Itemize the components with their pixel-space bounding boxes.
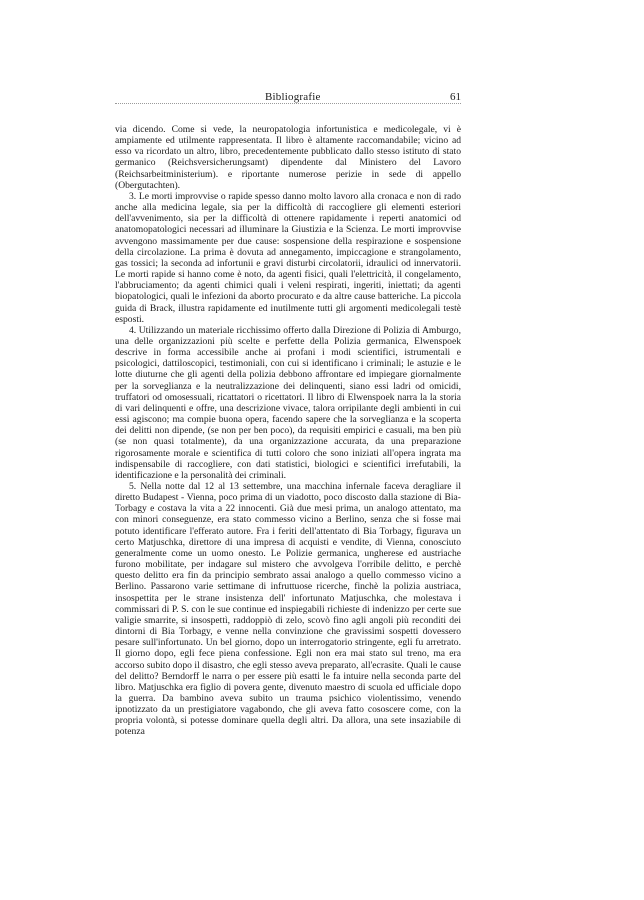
running-title: Bibliografie [265,91,321,103]
body-text [115,124,461,738]
paragraph-continuation: via dicendo. Come si vede, la neuropatologia infortunistica e medicolegale, vi è ampiamente ed utilmente rappresentata. Il libro è altamente raccomandabile; vicino ad esso va ricordato un altro, libro, precedentemente pubblicato dallo stesso istituto di stato germanico (Reichsversicherungsamt) dipendente dal Ministero del Lavoro (Reichsarbeitministerium). e riportante numerose perizie in sede di appello (Obergutachten). [115,124,461,191]
paragraph-3: 3. Le morti improvvise o rapide spesso danno molto lavoro alla cronaca e non di rado anche alla medicina legale, sia per la difficoltà di raccogliere gli elementi esteriori dell'avvenimento, sia per la difficoltà di ottenere rapidamente i reperti anatomici od anatomopatologici necessari ad illuminare la Giustizia e la Scienza. Le morti improvvise avvengono massimamente per due cause: sospensione della respirazione e sospensione della circolazione. La prima è dovuta ad annegamento, impiccagione e strangolamento, gas tossici; la seconda ad infortunii e gravi disturbi circolatorii, idraulici od innervatorii. Le morti rapide si hanno come è noto, da agenti fisici, quali l'elettricità, il congelamento, l'abbruciamento; da agenti chimici quali i veleni respirati, ingeriti, iniettati; da agenti biopatologici, quali le infezioni da aborto procurato e da altre cause batteriche. La piccola guida di Brack, illustra rapidamente ed inutilmente tutti gli argomenti medicolegali testè esposti. [115,190,461,325]
page-number: 61 [450,91,461,103]
page-header [115,91,461,109]
paragraph-4: 4. Utilizzando un materiale ricchissimo offerto dalla Direzione di Polizia di Amburgo, una delle organizzazioni più scelte e perfette della Polizia germanica, Elwenspoek descrive in forma accessibile anche ai profani i modi scientifici, istrumentali e psicologici, dattiloscopici, testimoniali, con cui si identificano i criminali; le astuzie e le lotte diuturne che gli agenti della polizia debbono affrontare ed impiegare giornalmente per la sorveglianza e la neutralizzazione dei delinquenti, siano essi ladri od omicidi, truffatori od omosessuali, ricattatori o ricettatori. Il libro di Elwenspoek narra la la storia di vari delinquenti e offre, una descrizione vivace, talora orripilante degli ambienti in cui essi agiscono; ma compie buona opera, facendo sapere che la sorveglianza e la scoperta dei delitti non dipende, (se non per ben poco), da requisiti empirici e casuali, ma ben più (se non quasi totalmente), da una organizzazione accurata, da una preparazione rigorosamente morale e scientifica di tutti coloro che sono iniziati all'opera ingrata ma indispensabile di raccogliere, con dati statistici, biologici e scientifici irrefutabili, la identificazione e la personalità dei criminali. [115,324,461,481]
header-rule [115,103,461,104]
paragraph-5: 5. Nella notte dal 12 al 13 settembre, una macchina infernale faceva deragliare il diretto Budapest - Vienna, poco prima di un viadotto, poco discosto dalla stazione di Bia-Torbagy e costava la vita a 22 innocenti. Già due mesi prima, un analogo attentato, ma con minori conseguenze, era stato commesso vicino a Berlino, senza che si fosse mai potuto identificare l'efferato autore. Fra i feriti dell'attentato di Bia Torbagy, figurava un certo Matjuschka, direttore di una impresa di acquisti e vendite, di Vienna, conosciuto generalmente come un uomo onesto. Le Polizie germanica, ungherese ed austriache furono mobilitate, per indagare sul mistero che avvolgeva l'orribile delitto, e perchè questo delitto era fin da principio sembrato assai analogo a quello commesso vicino a Berlino. Passarono varie settimane di infruttuose ricerche, finchè la polizia austriaca, insospettita per le strane insistenza dell' infortunato Matjuschka, che molestava i commissari di P. S. con le sue continue ed inspiegabili richieste di indenizzo per certe sue valigie smarrite, si insospettì, raddoppiò di zelo, scovò fino agli angoli più reconditi dei dintorni di Bia Torbagy, e venne nella convinzione che gravissimi sospetti dovessero pesare sull'infortunato. Un bel giorno, dopo un interrogatorio stringente, egli fu arretrato. Il giorno dopo, egli fece piena confessione. Egli non era mai stato sul treno, ma era accorso subito dopo il disastro, che egli stesso aveva preparato, all'ecrasite. Quali le cause del delitto? Berndorff le narra o per essere più esatti le fa intuire nella seconda parte del libro. Matjuschka era figlio di povera gente, divenuto maestro di scuola ed ufficiale dopo la guerra. Da bambino aveva subito un trauma psichico violentissimo, venendo ipnotizzato da un prestigiatore vagabondo, che gli aveva fatto cososcere come, con la propria volontà, si potesse dominare quella degli altri. Da allora, una sete insaziabile di potenza [115,481,461,738]
